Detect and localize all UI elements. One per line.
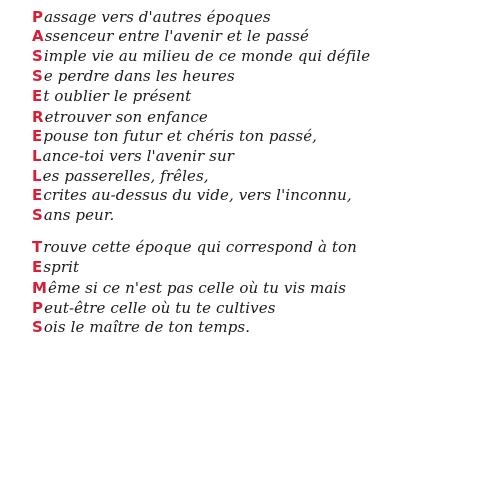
poem-line bbox=[32, 108, 208, 126]
line-text: eut-être celle où tu te cultives bbox=[44, 299, 276, 317]
line-text: ance-toi vers l'avenir sur bbox=[42, 147, 234, 165]
line-text: pouse ton futur et chéris ton passé, bbox=[43, 127, 318, 145]
line-text: t oublier le présent bbox=[43, 87, 192, 105]
acrostic-initial: A bbox=[32, 27, 44, 45]
acrostic-initial: L bbox=[32, 147, 42, 165]
acrostic-initial: S bbox=[32, 318, 43, 336]
line-text: assage vers d'autres époques bbox=[44, 8, 271, 26]
line-text: imple vie au milieu de ce monde qui défile bbox=[43, 47, 371, 65]
acrostic-initial: R bbox=[32, 108, 44, 126]
line-text: ssenceur entre l'avenir et le passé bbox=[44, 27, 309, 45]
acrostic-initial: S bbox=[32, 206, 43, 224]
line-text: ême si ce n'est pas celle où tu vis mais bbox=[48, 279, 347, 297]
line-text: rouve cette époque qui correspond à ton bbox=[43, 238, 357, 256]
poem-line bbox=[32, 127, 317, 145]
poem-line bbox=[32, 318, 250, 336]
poem-line bbox=[32, 47, 370, 65]
poem-line bbox=[32, 279, 346, 297]
poem-line bbox=[32, 299, 276, 317]
line-text: sprit bbox=[43, 258, 80, 276]
acrostic-initial: E bbox=[32, 127, 43, 145]
acrostic-initial: P bbox=[32, 299, 44, 317]
line-text: ans peur. bbox=[43, 206, 115, 224]
poem-line bbox=[32, 27, 309, 45]
poem-line bbox=[32, 258, 79, 276]
poem-line bbox=[32, 67, 235, 85]
acrostic-initial: E bbox=[32, 258, 43, 276]
poem-line bbox=[32, 206, 114, 224]
poem-line bbox=[32, 186, 352, 204]
acrostic-initial: M bbox=[32, 279, 48, 297]
poem-line bbox=[32, 167, 209, 185]
line-text: etrouver son enfance bbox=[44, 108, 208, 126]
acrostic-initial: L bbox=[32, 167, 42, 185]
acrostic-initial: E bbox=[32, 87, 43, 105]
acrostic-initial: S bbox=[32, 47, 43, 65]
poem-line bbox=[32, 8, 271, 26]
acrostic-initial: T bbox=[32, 238, 43, 256]
acrostic-initial: P bbox=[32, 8, 44, 26]
line-text: es passerelles, frêles, bbox=[42, 167, 209, 185]
poem-line bbox=[32, 87, 191, 105]
line-text: ois le maître de ton temps. bbox=[43, 318, 251, 336]
poem-line bbox=[32, 147, 234, 165]
poem-line bbox=[32, 238, 357, 256]
acrostic-initial: S bbox=[32, 67, 43, 85]
acrostic-initial: E bbox=[32, 186, 43, 204]
line-text: e perdre dans les heures bbox=[43, 67, 235, 85]
line-text: crites au-dessus du vide, vers l'inconnu, bbox=[43, 186, 352, 204]
